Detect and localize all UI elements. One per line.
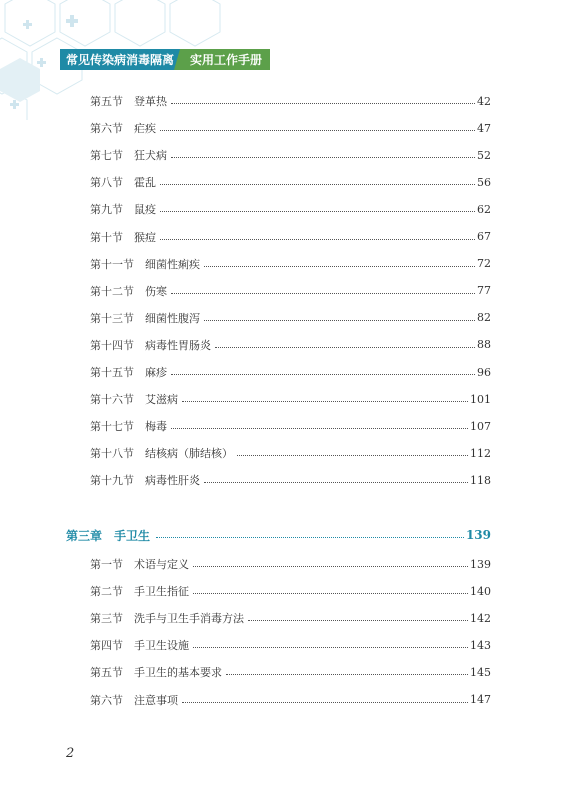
leader-dots [171, 156, 475, 158]
leader-dots [215, 346, 475, 348]
entry-title: 结核病（肺结核） [145, 447, 233, 461]
toc-entry[interactable] [90, 120, 491, 136]
toc-chapter[interactable] [66, 526, 491, 544]
entry-title: 艾滋病 [145, 393, 178, 407]
leader-dots [193, 646, 468, 648]
book-title: 常见传染病消毒隔离 [60, 49, 180, 70]
entry-page: 147 [470, 693, 491, 706]
toc-entry[interactable] [90, 174, 491, 190]
entry-number: 第十六节 [90, 393, 134, 407]
entry-page: 88 [477, 338, 491, 352]
entry-number: 第十四节 [90, 338, 134, 352]
entry-page: 139 [470, 557, 491, 571]
entry-title: 登革热 [134, 95, 167, 108]
entry-title: 鼠疫 [134, 203, 156, 217]
entry-title: 术语与定义 [134, 558, 189, 571]
entry-page: 42 [477, 94, 491, 108]
toc-entry[interactable] [90, 93, 491, 109]
entry-page: 143 [470, 638, 491, 652]
entry-page: 82 [477, 311, 491, 325]
entry-title: 洗手与卫生手消毒方法 [134, 612, 244, 626]
leader-dots [171, 102, 475, 104]
entry-number: 第五节 [90, 95, 123, 108]
entry-page: 67 [477, 230, 491, 243]
toc-entry[interactable] [90, 692, 491, 708]
entry-number: 第六节 [90, 122, 123, 136]
page-number: 2 [66, 746, 75, 761]
leader-dots [182, 400, 468, 402]
entry-title: 病毒性肝炎 [145, 474, 200, 488]
toc-entry[interactable] [90, 664, 491, 680]
leader-dots [204, 265, 475, 267]
entry-number: 第十二节 [90, 284, 134, 298]
toc-entry[interactable] [90, 256, 491, 272]
leader-dots [171, 427, 468, 429]
entry-page: 47 [477, 121, 491, 135]
entry-number: 第五节 [90, 666, 123, 680]
banner-separator [180, 49, 184, 70]
entry-number: 第十五节 [90, 366, 134, 379]
entry-title: 手卫生设施 [134, 639, 189, 653]
entry-title: 注意事项 [134, 693, 178, 707]
entry-page: 96 [477, 365, 491, 379]
entry-title: 病毒性胃肠炎 [145, 338, 211, 352]
leader-dots [171, 292, 475, 294]
entry-number: 第十九节 [90, 474, 134, 488]
entry-page: 118 [470, 473, 491, 487]
toc-entry[interactable] [90, 337, 491, 353]
entry-number: 第十节 [90, 230, 123, 244]
book-subtitle: 实用工作手册 [184, 49, 270, 70]
entry-title: 麻疹 [145, 366, 167, 379]
leader-dots [237, 454, 468, 456]
toc-entry[interactable] [90, 418, 491, 434]
entry-number: 第七节 [90, 149, 123, 163]
entry-title: 手卫生 [114, 528, 151, 543]
book-title-banner [60, 49, 270, 70]
entry-page: 145 [470, 665, 491, 679]
toc-entry[interactable] [90, 229, 491, 245]
entry-page: 112 [470, 446, 491, 460]
entry-number: 第六节 [90, 693, 123, 707]
entry-number: 第十三节 [90, 311, 134, 325]
entry-title: 疟疾 [134, 122, 156, 136]
entry-title: 伤寒 [145, 284, 167, 298]
entry-number: 第三节 [90, 612, 123, 626]
leader-dots [248, 619, 468, 621]
toc-entry[interactable] [90, 391, 491, 407]
toc-entry[interactable] [90, 637, 491, 653]
entry-number: 第十八节 [90, 447, 134, 461]
entry-title: 霍乱 [134, 176, 156, 190]
leader-dots [193, 592, 468, 594]
entry-number: 第一节 [90, 558, 123, 571]
leader-dots [171, 373, 475, 375]
leader-dots [226, 673, 468, 675]
entry-number: 第八节 [90, 176, 123, 190]
entry-page: 62 [477, 202, 491, 216]
leader-dots [160, 183, 475, 185]
entry-title: 梅毒 [145, 420, 167, 434]
toc-entry[interactable] [90, 583, 491, 599]
entry-page: 72 [477, 257, 491, 271]
entry-number: 第九节 [90, 203, 123, 217]
toc-entry[interactable] [90, 310, 491, 326]
entry-title: 手卫生指征 [134, 585, 189, 599]
entry-page: 140 [470, 584, 491, 598]
toc-entry[interactable] [90, 556, 491, 572]
toc-entry[interactable] [90, 147, 491, 163]
entry-number: 第三章 [66, 528, 103, 543]
toc-entry[interactable] [90, 364, 491, 380]
entry-page: 107 [470, 419, 491, 433]
leader-dots [204, 481, 468, 483]
entry-title: 细菌性痢疾 [145, 257, 200, 271]
entry-title: 细菌性腹泻 [145, 311, 200, 325]
entry-page: 77 [477, 284, 491, 298]
entry-page: 52 [477, 148, 491, 162]
entry-number: 第四节 [90, 639, 123, 653]
entry-number: 第十七节 [90, 420, 134, 434]
leader-dots [156, 536, 464, 538]
entry-title: 手卫生的基本要求 [134, 666, 222, 680]
leader-dots [160, 210, 475, 212]
entry-page: 56 [477, 175, 491, 189]
entry-title: 猴痘 [134, 230, 156, 244]
leader-dots [160, 238, 475, 240]
entry-page: 142 [470, 611, 491, 625]
entry-number: 第二节 [90, 585, 123, 599]
toc-entry[interactable] [90, 472, 491, 488]
toc-entry[interactable] [90, 201, 491, 217]
entry-page: 101 [470, 392, 491, 406]
leader-dots [204, 319, 475, 321]
entry-number: 第十一节 [90, 257, 134, 271]
leader-dots [193, 565, 468, 567]
toc-entry[interactable] [90, 610, 491, 626]
entry-title: 狂犬病 [134, 149, 167, 163]
leader-dots [160, 129, 475, 131]
toc-entry[interactable] [90, 445, 491, 461]
toc-entry[interactable] [90, 283, 491, 299]
entry-page: 139 [465, 528, 491, 542]
leader-dots [182, 701, 468, 703]
